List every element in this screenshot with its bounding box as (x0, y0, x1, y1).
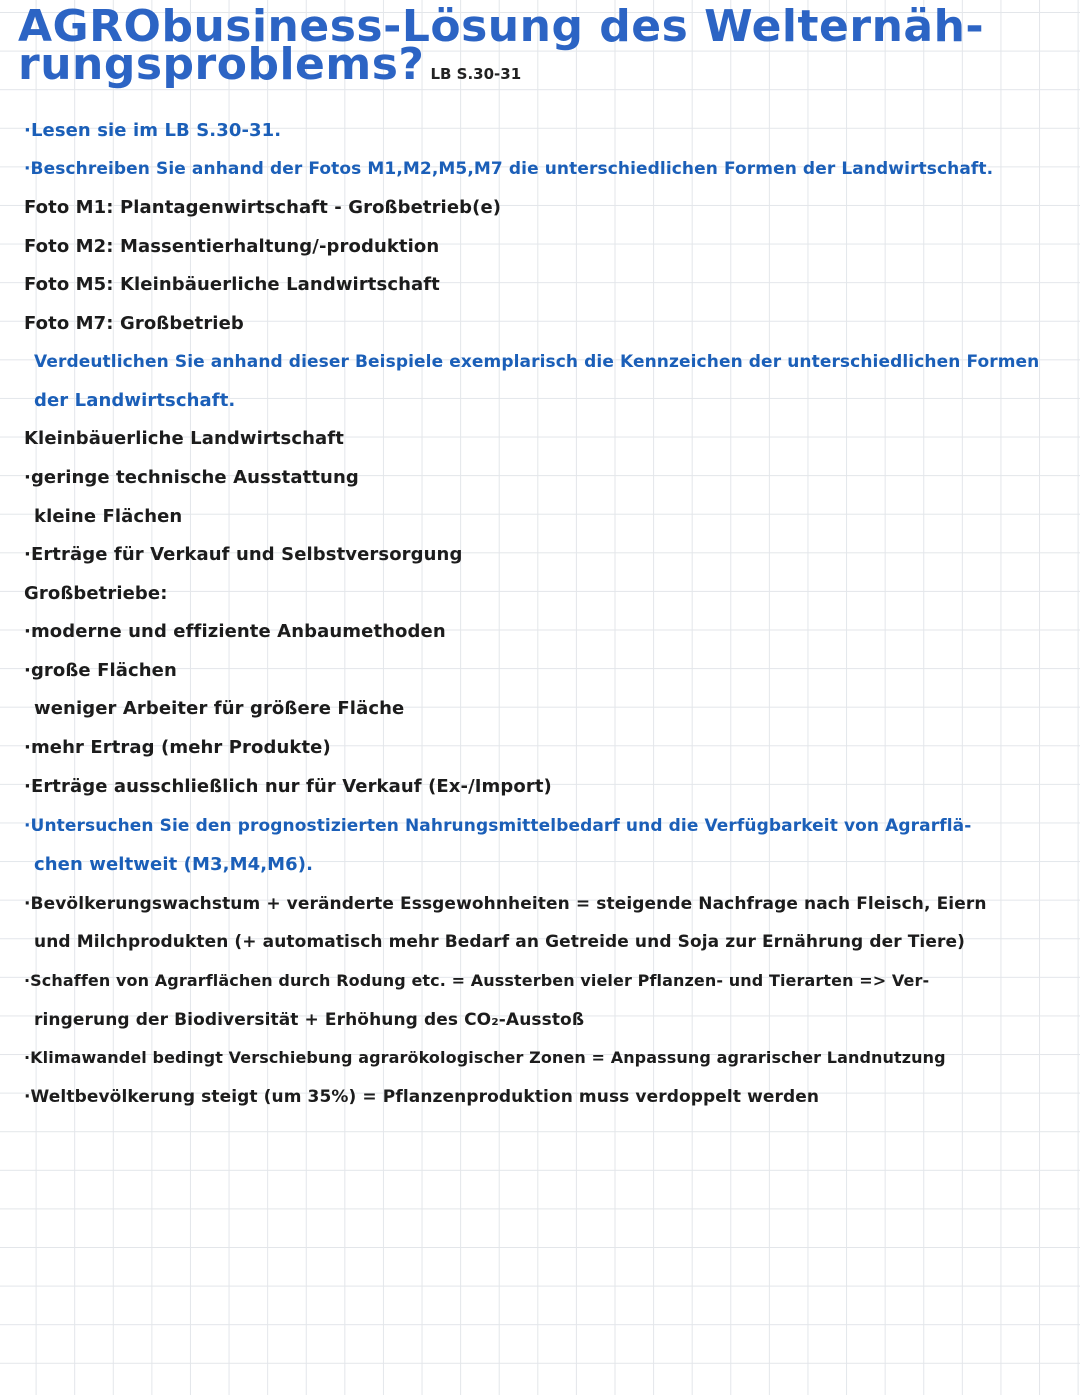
note-line-17: ·mehr Ertrag (mehr Produkte) (24, 737, 331, 758)
note-line-8: der Landwirtschaft. (34, 390, 236, 411)
note-line-4: Foto M2: Massentierhaltung/-produktion (24, 236, 440, 257)
note-line-26: ·Weltbevölkerung steigt (um 35%) = Pflanzenproduktion muss verdoppelt werden (24, 1087, 820, 1107)
note-line-11: kleine Flächen (34, 506, 183, 527)
note-line-16: weniger Arbeiter für größere Fläche (34, 698, 405, 719)
note-line-23: ·Schaffen von Agrarflächen durch Rodung etc. = Aussterben vieler Pflanzen- und Tierarten => Ver- (24, 971, 930, 990)
note-line-25: ·Klimawandel bedingt Verschiebung agrarökologischer Zonen = Anpassung agrarischer Landnutzung (24, 1048, 946, 1067)
note-line-7: Verdeutlichen Sie anhand dieser Beispiele exemplarisch die Kennzeichen der unterschiedlichen Formen (34, 352, 1040, 372)
note-line-22: und Milchprodukten (+ automatisch mehr Bedarf an Getreide und Soja zur Ernährung der Tiere) (34, 932, 965, 952)
note-line-2: ·Beschreiben Sie anhand der Fotos M1,M2,M5,M7 die unterschiedlichen Formen der Landwirtschaft. (24, 159, 994, 179)
note-line-24: ringerung der Biodiversität + Erhöhung des CO₂-Ausstoß (34, 1010, 585, 1030)
note-line-10: ·geringe technische Ausstattung (24, 467, 359, 488)
note-line-14: ·moderne und effiziente Anbaumethoden (24, 621, 446, 642)
note-line-5: Foto M5: Kleinbäuerliche Landwirtschaft (24, 274, 440, 295)
note-line-15: ·große Flächen (24, 660, 177, 681)
note-line-1: ·Lesen sie im LB S.30-31. (24, 120, 282, 141)
note-line-20: chen weltweit (M3,M4,M6). (34, 854, 314, 875)
note-line-18: ·Erträge ausschließlich nur für Verkauf (Ex-/Import) (24, 776, 552, 797)
title-line-2 (18, 39, 1068, 93)
note-line-9: Kleinbäuerliche Landwirtschaft (24, 428, 344, 449)
note-line-12: ·Erträge für Verkauf und Selbstversorgung (24, 544, 463, 565)
note-line-19: ·Untersuchen Sie den prognostizierten Nahrungsmittelbedarf und die Verfügbarkeit von Agrarflä- (24, 816, 972, 836)
note-line-21: ·Bevölkerungswachstum + veränderte Essgewohnheiten = steigende Nachfrage nach Fleisch, Eiern (24, 894, 987, 914)
title-line-2-text: rungsproblems? (18, 39, 425, 90)
note-line-3: Foto M1: Plantagenwirtschaft - Großbetrieb(e) (24, 197, 502, 218)
page-title (18, 1, 1068, 93)
title-line-1: AGRObusiness-Lösung des Welternäh- (18, 1, 985, 52)
title-page-reference: LB S.30-31 (430, 65, 522, 83)
note-line-6: Foto M7: Großbetrieb (24, 313, 244, 334)
note-line-13: Großbetriebe: (24, 583, 168, 604)
